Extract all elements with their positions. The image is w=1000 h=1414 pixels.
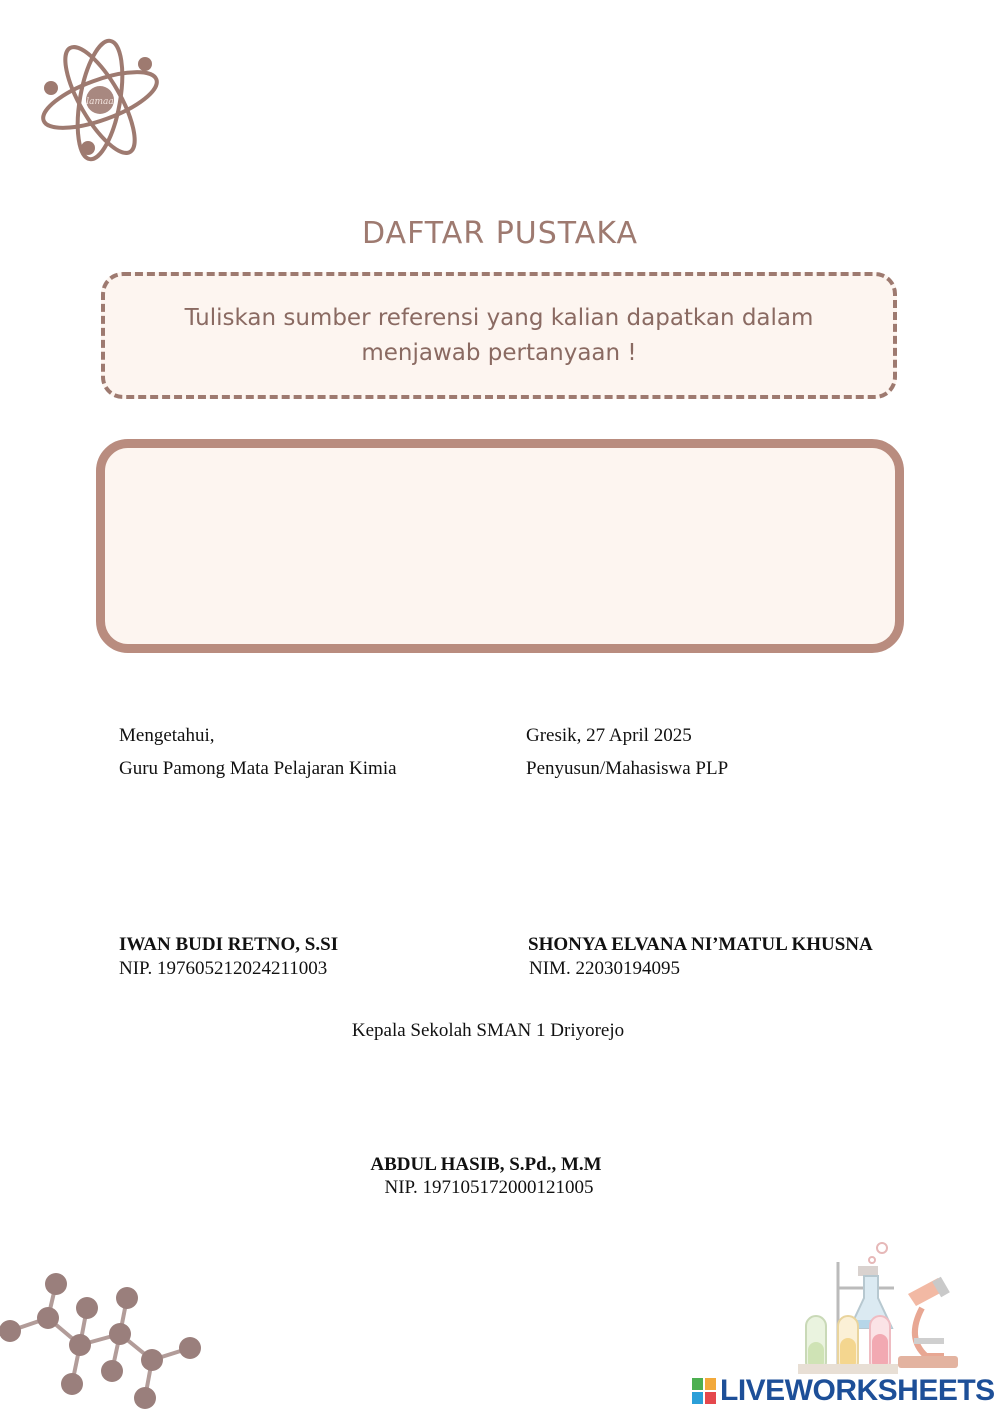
- left-signer-id: NIP. 197605212024211003: [119, 958, 328, 979]
- answer-input-box[interactable]: [96, 439, 904, 653]
- principal-id: NIP. 197105172000121005: [384, 1177, 594, 1198]
- lab-equipment-icon: [798, 1238, 968, 1378]
- liveworksheets-logo-icon: [692, 1378, 716, 1404]
- instruction-box: [101, 272, 897, 399]
- left-signer-name: IWAN BUDI RETNO, S.SI: [119, 934, 339, 955]
- atom-logo-text: lamaa: [86, 97, 114, 107]
- molecule-icon: [0, 1268, 210, 1414]
- atom-icon: [36, 38, 164, 162]
- left-greeting: Mengetahui,: [119, 725, 215, 746]
- left-role: Guru Pamong Mata Pelajaran Kimia: [119, 758, 397, 779]
- instruction-text: Tuliskan sumber referensi yang kalian dapatkan dalam menjawab pertanyaan !: [184, 304, 814, 366]
- liveworksheets-brand: [692, 1374, 995, 1408]
- page-title: DAFTAR PUSTAKA: [361, 216, 638, 251]
- right-role: Penyusun/Mahasiswa PLP: [526, 758, 729, 779]
- brand-name: LIVEWORKSHEETS: [720, 1374, 995, 1407]
- right-signer-name: SHONYA ELVANA NI’MATUL KHUSNA: [528, 934, 873, 955]
- right-signer-id: NIM. 22030194095: [529, 958, 680, 979]
- principal-title: Kepala Sekolah SMAN 1 Driyorejo: [351, 1020, 625, 1041]
- principal-name: ABDUL HASIB, S.Pd., M.M: [370, 1154, 602, 1175]
- place-date: Gresik, 27 April 2025: [526, 725, 692, 746]
